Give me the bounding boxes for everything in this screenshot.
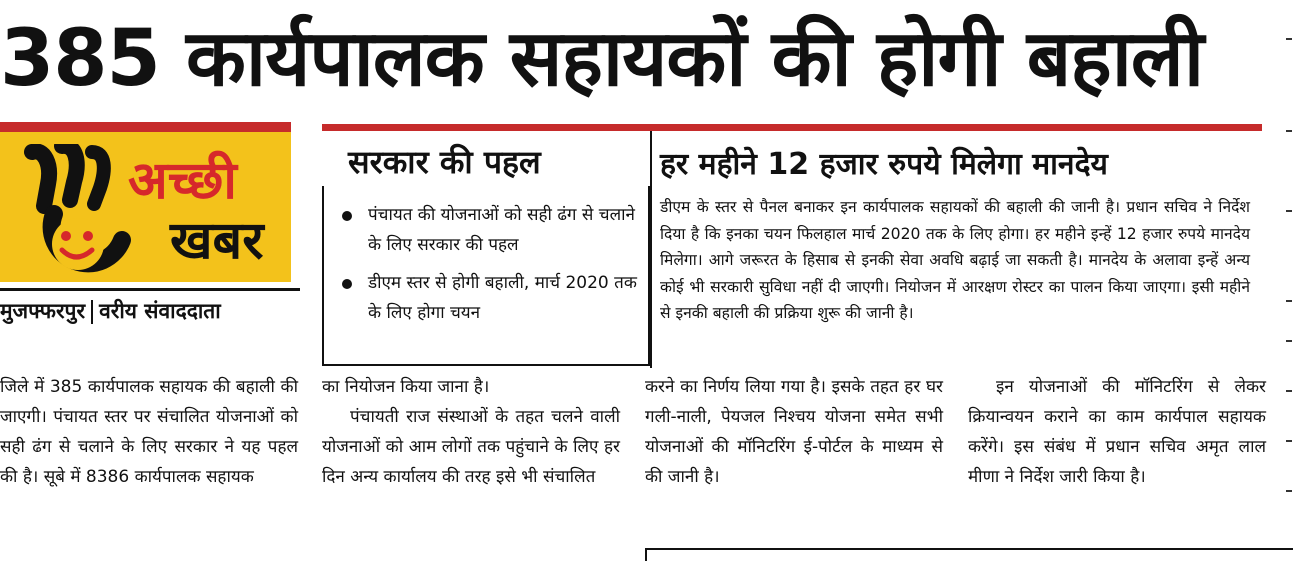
body-column-1: जिले में 385 कार्यपालक सहायक की बहाली की जाएगी। पंचायत स्तर पर संचालित योजनाओं को सही ढंग से चलाने के लिए सरकार ने यह पहल की है। सूबे में 8386 कार्यपालक सहायक [0, 377, 298, 487]
sub-headline: हर महीने 12 हजार रुपये मिलेगा मानदेय [660, 147, 1108, 182]
next-box-edge [645, 548, 1293, 561]
body-column-2-text-a: का नियोजन किया जाना है। [322, 377, 490, 397]
bullet-icon [342, 279, 352, 289]
key-point-text: डीएम स्तर से होगी बहाली, मार्च 2020 तक के लिए होगा चयन [368, 273, 637, 323]
badge-text-khabar: खबर [170, 211, 264, 271]
column-divider [650, 131, 652, 368]
sub-story-paragraph: डीएम के स्तर से पैनल बनाकर इन कार्यपालक सहायकों की बहाली की जानी है। प्रधान सचिव ने निर्देश दिया है कि इनका चयन फिलहाल मार्च 2020 तक के लिए होगा। हर महीने इन्हें 12 हजार रुपये मानदेय मिलेगा। आगे जरूरत के हिसाब से इनकी सेवा अवधि बढ़ाई जा सकती है। मानदेय के अलावा इन्हें अन्य कोई भी सरकारी सुविधा नहीं दी जाएगी। नियोजन में आरक्षण रोस्टर का पालन किया जाएगा। इसी महीने से इनकी बहाली की प्रक्रिया शुरू की जानी है। [660, 198, 1250, 322]
key-points-box [322, 186, 650, 366]
ok-hand-smiley-icon [14, 144, 134, 280]
byline [0, 288, 300, 330]
byline-reporter: वरीय संवाददाता [99, 299, 221, 323]
good-news-badge [0, 122, 291, 282]
key-point [342, 200, 640, 260]
section-rule [322, 124, 1262, 131]
headline: 385 कार्यपालक सहायकों की होगी बहाली [0, 14, 1204, 104]
byline-separator [91, 300, 93, 324]
box-title: सरकार की पहल [348, 143, 541, 181]
key-point-text: पंचायत की योजनाओं को सही ढंग से चलाने के लिए सरकार की पहल [368, 205, 635, 255]
badge-text-accha: अच्छी [128, 151, 237, 211]
next-article-cutoff [0, 540, 640, 561]
bullet-icon [342, 211, 352, 221]
key-point [342, 268, 640, 328]
body-column-3: करने का निर्णय लिया गया है। इसके तहत हर घर गली-नाली, पेयजल निश्चय योजना समेत सभी योजनाओं की मॉनिटरिंग ई-पोर्टल के माध्यम से की जानी है। [645, 377, 943, 487]
body-column-2 [322, 372, 620, 492]
adjacent-article-edge [1280, 10, 1293, 550]
byline-city: मुजफ्फरपुर [0, 299, 86, 323]
body-column-4: इन योजनाओं की मॉनिटरिंग से लेकर क्रियान्वयन कराने का काम कार्यपाल सहायक करेंगे। इस संबंध में प्रधान सचिव अमृत लाल मीणा ने निर्देश जारी किया है। [968, 377, 1266, 487]
body-column-2-text-b: पंचायती राज संस्थाओं के तहत चलने वाली योजनाओं को आम लोगों तक पहुंचाने के लिए हर दिन अन्य कार्यालय की तरह इसे भी संचालित [322, 407, 620, 487]
